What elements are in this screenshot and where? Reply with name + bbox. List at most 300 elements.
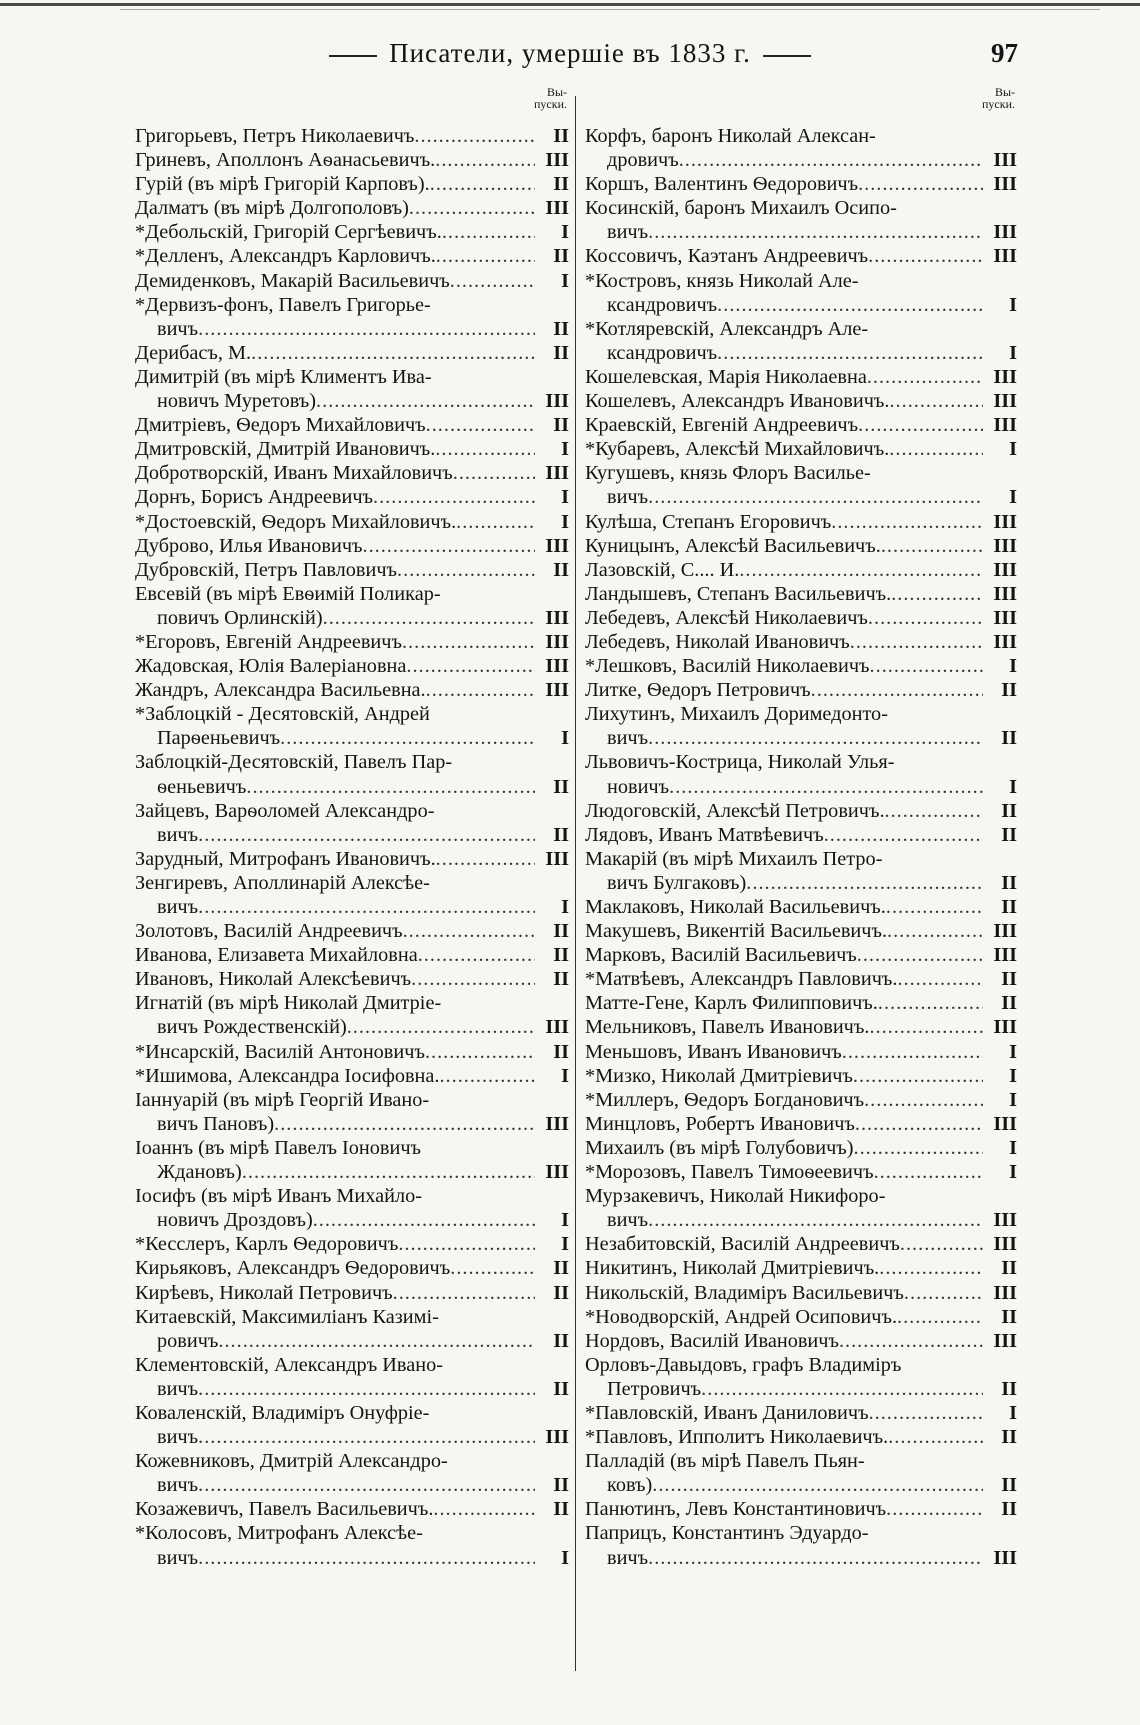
index-entry (585, 172, 1017, 196)
entry-text: Косинскій, баронъ Михаилъ Осипо- (585, 197, 897, 220)
index-entry (135, 365, 569, 413)
index-entry (135, 702, 569, 750)
running-title-text: Писатели, умершіе въ 1833 г. (389, 38, 751, 68)
index-entry (585, 389, 1017, 413)
index-entry (135, 269, 569, 293)
issue-number: I (1009, 1040, 1017, 1063)
issue-number: I (561, 1209, 569, 1232)
issue-number: II (553, 558, 569, 581)
index-entry (135, 148, 569, 172)
issue-number: II (1001, 992, 1017, 1015)
entry-text: *Дебольскій, Григорій Сергѣевичъ. (135, 221, 442, 244)
issue-number: II (553, 968, 569, 991)
entry-text: вичъ (157, 1426, 199, 1449)
dot-leader (886, 1497, 983, 1521)
index-entry (585, 1521, 1017, 1569)
issue-number: III (993, 558, 1017, 581)
entry-line (585, 461, 1017, 485)
entry-text: Орловъ-Давыдовъ, графъ Владиміръ (585, 1353, 902, 1376)
entry-text: *Павловъ, Ипполитъ Николаевичъ. (585, 1426, 889, 1449)
entry-text: вичъ (157, 1546, 199, 1569)
dot-leader (246, 775, 535, 799)
issue-number: III (993, 582, 1017, 605)
entry-text: вичъ Рождественскій) (157, 1016, 347, 1039)
index-entry (585, 1401, 1017, 1425)
index-entry (585, 606, 1017, 630)
index-entry (135, 220, 569, 244)
entry-text: *Заблоцкій - Десятовскій, Андрей (135, 703, 430, 726)
entry-text: Заблоцкій-Десятовскій, Павелъ Пар- (135, 751, 453, 774)
dot-leader (648, 1208, 983, 1232)
index-entry (585, 991, 1017, 1015)
entry-text: Кожевниковъ, Дмитрій Александро- (135, 1450, 448, 1473)
index-entry (135, 1136, 569, 1184)
issue-number: I (561, 510, 569, 533)
index-entry (135, 630, 569, 654)
entry-text: Лебедевъ, Алексѣй Николаевичъ (585, 606, 868, 629)
entry-text: *Егоровъ, Евгеній Андреевичъ (135, 630, 402, 653)
entry-line (135, 630, 569, 654)
entry-text: ѳеньевичъ (157, 775, 247, 798)
entry-line (585, 1449, 1017, 1473)
issue-number: III (545, 1016, 569, 1039)
index-entry (135, 750, 569, 798)
index-entry (135, 461, 569, 485)
index-entry (135, 244, 569, 268)
entry-line (135, 1112, 569, 1136)
index-entry (135, 485, 569, 509)
entry-text: вичъ (157, 823, 199, 846)
index-entry (135, 124, 569, 148)
entry-line (585, 943, 1017, 967)
index-entry (585, 413, 1017, 437)
entry-text: Дуброво, Илья Ивановичъ (135, 534, 363, 557)
entry-line (585, 124, 1017, 148)
issue-number: I (1009, 438, 1017, 461)
dot-leader (426, 678, 535, 702)
entry-line (135, 726, 569, 750)
entry-text: Никитинъ, Николай Дмитріевичъ. (585, 1257, 880, 1280)
entry-text: Нордовъ, Василій Ивановичъ (585, 1329, 839, 1352)
column-header-line: Вы- (994, 85, 1015, 99)
entry-text: *Ишимова, Александра Іосифовна. (135, 1064, 440, 1087)
issue-number: II (553, 125, 569, 147)
dot-leader (897, 1305, 983, 1329)
entry-line (135, 124, 569, 148)
entry-text: *Мизко, Николай Дмитріевичъ (585, 1064, 853, 1087)
issue-number: II (553, 414, 569, 437)
entry-line (585, 726, 1017, 750)
entry-text: Никольскій, Владиміръ Васильевичъ (585, 1281, 904, 1304)
entry-line (585, 1040, 1017, 1064)
issue-number: II (553, 944, 569, 967)
index-entry (585, 967, 1017, 991)
entry-line (585, 1425, 1017, 1449)
issue-number: II (553, 775, 569, 798)
entry-line (585, 1064, 1017, 1088)
entry-text: Дубровскій, Петръ Павловичъ (135, 558, 398, 581)
issue-number: I (1009, 1401, 1017, 1424)
entry-text: Корфъ, баронъ Николай Алексан- (585, 125, 876, 147)
entry-line (135, 1401, 569, 1425)
dot-leader (648, 1546, 983, 1570)
entry-line (585, 1184, 1017, 1208)
dot-leader (869, 1015, 983, 1039)
column-header-left (135, 86, 569, 124)
entry-text: Паприцъ, Константинъ Эдуардо- (585, 1522, 869, 1545)
dot-leader (887, 919, 983, 943)
index-entry (585, 1160, 1017, 1184)
issue-number: III (993, 390, 1017, 413)
entry-line (135, 148, 569, 172)
entry-line (585, 799, 1017, 823)
entry-line (585, 510, 1017, 534)
dot-leader (439, 1064, 535, 1088)
entry-line (135, 654, 569, 678)
entry-line (585, 1208, 1017, 1232)
entry-line (135, 341, 569, 365)
entry-text: Китаевскій, Максимиліанъ Казимі- (135, 1305, 439, 1328)
index-entry (585, 582, 1017, 606)
entry-line (585, 1353, 1017, 1377)
issue-number: III (993, 1016, 1017, 1039)
entry-line (585, 1497, 1017, 1521)
entry-text: Краевскій, Евгеній Андреевичъ (585, 414, 859, 437)
dot-leader (198, 823, 535, 847)
issue-number: III (993, 606, 1017, 629)
index-entry (135, 1088, 569, 1136)
entry-line (585, 895, 1017, 919)
index-entry (585, 244, 1017, 268)
index-entry (585, 1425, 1017, 1449)
entry-line (585, 1281, 1017, 1305)
issue-number: II (553, 341, 569, 364)
dot-leader (746, 871, 983, 895)
entry-line (135, 1136, 569, 1160)
entry-line (585, 1305, 1017, 1329)
entry-line (585, 823, 1017, 847)
entry-text: Макарій (въ мірѣ Михаилъ Петро- (585, 847, 883, 870)
entry-text: Далматъ (въ мірѣ Долгополовъ) (135, 197, 409, 220)
dot-leader (864, 1088, 983, 1112)
dot-leader (886, 895, 983, 919)
issue-number: III (993, 221, 1017, 244)
index-entry (135, 871, 569, 919)
entry-text: Зайцевъ, Варѳоломей Александро- (135, 799, 435, 822)
entry-text: Козажевичъ, Павелъ Васильевичъ. (135, 1498, 434, 1521)
entry-text: *Лешковъ, Василій Николаевичъ (585, 655, 870, 678)
issue-number: II (1001, 679, 1017, 702)
issue-number: III (545, 390, 569, 413)
entry-line (585, 1377, 1017, 1401)
entry-line (135, 1497, 569, 1521)
dot-leader (436, 847, 535, 871)
entry-text: вичъ (157, 317, 199, 340)
issue-number: II (553, 1257, 569, 1280)
index-entry (585, 943, 1017, 967)
dot-leader (450, 1256, 535, 1280)
entry-text: Зенгиревъ, Аполлинарій Алексѣе- (135, 871, 430, 894)
index-entry (135, 799, 569, 847)
issue-number: I (561, 896, 569, 918)
index-entry (585, 630, 1017, 654)
index-entry (135, 196, 569, 220)
issue-number: I (561, 1546, 569, 1569)
issue-number: III (545, 149, 569, 172)
entry-text: вичъ (157, 1377, 199, 1400)
entry-line (135, 991, 569, 1015)
dot-leader (393, 1281, 535, 1305)
issue-number: I (1009, 293, 1017, 316)
index-entry (585, 1281, 1017, 1305)
index-entry (135, 1232, 569, 1256)
index-entry (585, 1015, 1017, 1039)
entry-line (135, 269, 569, 293)
entry-line (585, 750, 1017, 774)
dot-leader (316, 389, 535, 413)
dot-leader (858, 413, 983, 437)
dot-leader (858, 172, 983, 196)
index-entry (585, 1112, 1017, 1136)
dot-leader (857, 943, 983, 967)
entry-text: ровичъ (157, 1329, 219, 1352)
issue-number: II (1001, 1377, 1017, 1400)
issue-number: I (1009, 775, 1017, 798)
entry-line (135, 1208, 569, 1232)
dot-leader (347, 1015, 535, 1039)
entry-text: вичъ (607, 727, 649, 750)
index-entry (585, 1232, 1017, 1256)
entry-text: Зарудный, Митрофанъ Ивановичъ. (135, 847, 436, 870)
entry-line (135, 1064, 569, 1088)
entry-text: ковъ) (607, 1474, 653, 1497)
dot-leader (648, 220, 983, 244)
dot-leader (869, 1401, 983, 1425)
entry-line (135, 1353, 569, 1377)
entry-line (135, 172, 569, 196)
issue-number: III (993, 414, 1017, 437)
entry-line (585, 702, 1017, 726)
issue-number: III (993, 630, 1017, 653)
entry-line (135, 485, 569, 509)
entry-text: Коссовичъ, Каэтанъ Андреевичъ (585, 245, 869, 268)
issue-number: II (553, 920, 569, 943)
index-entry (585, 750, 1017, 798)
dot-leader (900, 1232, 983, 1256)
dot-leader (811, 678, 983, 702)
entry-text: ксандровичъ (607, 341, 718, 364)
index-entry (135, 1353, 569, 1401)
entry-text: Демиденковъ, Макарій Васильевичъ (135, 269, 450, 292)
dot-leader (313, 1208, 535, 1232)
dot-leader (426, 413, 535, 437)
index-entry (585, 365, 1017, 389)
issue-number: III (545, 1426, 569, 1449)
entry-line (585, 1401, 1017, 1425)
entry-text: вичъ (607, 1546, 649, 1569)
dot-leader (648, 485, 983, 509)
index-entry (135, 172, 569, 196)
index-entry (135, 293, 569, 341)
entry-text: Панютинъ, Левъ Константиновичъ (585, 1498, 887, 1521)
entry-text: *Колосовъ, Митрофанъ Алексѣе- (135, 1522, 423, 1545)
issue-number: II (553, 317, 569, 340)
entry-line (135, 1473, 569, 1497)
dot-leader (218, 1329, 535, 1353)
entry-line (135, 1521, 569, 1545)
entry-line (135, 1015, 569, 1039)
entry-line (135, 871, 569, 895)
issue-number: I (561, 438, 569, 461)
entry-line (135, 1425, 569, 1449)
running-title (290, 38, 850, 69)
dot-leader (435, 437, 535, 461)
page-number: 97 (991, 38, 1018, 68)
entry-text: новичъ Дроздовъ) (157, 1209, 313, 1232)
issue-number: II (553, 1281, 569, 1304)
entry-text: вичъ (157, 896, 199, 918)
entry-line (135, 558, 569, 582)
index-entry (585, 823, 1017, 847)
issue-number: I (561, 486, 569, 509)
entry-text: Іосифъ (въ мірѣ Иванъ Михайло- (135, 1185, 423, 1208)
dot-leader (850, 630, 983, 654)
entry-line (135, 317, 569, 341)
index-entry (585, 510, 1017, 534)
column-header-line: пуски. (982, 97, 1015, 111)
entry-text: Дерибасъ, М. (135, 341, 252, 364)
index-entry (135, 1281, 569, 1305)
entry-text: Дмитріевъ, Ѳедоръ Михайловичъ (135, 414, 426, 437)
index-entry (585, 196, 1017, 244)
entry-line (135, 1184, 569, 1208)
issue-number: III (993, 173, 1017, 196)
dot-leader (904, 1281, 983, 1305)
issue-number: I (561, 727, 569, 750)
entry-line (585, 341, 1017, 365)
dot-leader (373, 485, 535, 509)
entry-text: Дмитровскій, Дмитрій Ивановичъ. (135, 438, 436, 461)
issue-number: III (993, 365, 1017, 388)
dot-leader (853, 1064, 983, 1088)
entry-line (585, 582, 1017, 606)
index-entry (135, 967, 569, 991)
index-entry (585, 654, 1017, 678)
index-entry (135, 1401, 569, 1449)
issue-number: I (1009, 655, 1017, 678)
entry-text: Литке, Ѳедоръ Петровичъ (585, 679, 811, 702)
index-entry (585, 1449, 1017, 1497)
dot-leader (669, 775, 983, 799)
entry-line (585, 1112, 1017, 1136)
entry-text: Іаннуарій (въ мірѣ Георгій Ивано- (135, 1088, 430, 1111)
entry-text: дровичъ (607, 149, 679, 172)
entry-line (135, 293, 569, 317)
entry-text: Ландышевъ, Степанъ Васильевичъ. (585, 582, 892, 605)
right-column (585, 86, 1017, 1570)
index-entry (135, 558, 569, 582)
entry-text: Лазовскій, С.... И. (585, 558, 740, 581)
entry-line (585, 485, 1017, 509)
entry-text: вичъ (157, 1474, 199, 1497)
column-header-right (585, 86, 1017, 124)
top-border-rule (0, 3, 1140, 6)
top-border-rule-thin (120, 9, 1100, 10)
entry-text: Марковъ, Василій Васильевичъ (585, 944, 857, 967)
column-divider (575, 96, 576, 1671)
entry-text: новичъ (607, 775, 670, 798)
dot-leader (879, 1256, 983, 1280)
dot-leader (406, 654, 535, 678)
dot-leader (425, 1040, 535, 1064)
issue-number: II (553, 1329, 569, 1352)
entry-line (135, 1040, 569, 1064)
issue-number: III (545, 679, 569, 702)
dot-leader (430, 172, 535, 196)
dot-leader (717, 341, 983, 365)
entry-line (585, 1088, 1017, 1112)
dot-leader (878, 991, 983, 1015)
dot-leader (363, 534, 535, 558)
entry-line (135, 1088, 569, 1112)
index-entry (585, 702, 1017, 750)
entry-text: *Дервизъ-фонъ, Павелъ Григорье- (135, 293, 431, 316)
issue-number: III (545, 630, 569, 653)
entry-text: Гурій (въ мірѣ Григорій Карповъ). (135, 173, 430, 196)
entry-text: Петровичъ (607, 1377, 702, 1400)
entry-line (135, 244, 569, 268)
index-entry (135, 943, 569, 967)
entry-text: Жадовская, Юлія Валеріановна (135, 655, 407, 678)
dot-leader (831, 510, 983, 534)
entry-line (585, 1329, 1017, 1353)
entry-line (585, 1256, 1017, 1280)
entry-line (585, 847, 1017, 871)
entry-text: Куницынъ, Алексѣй Васильевичъ. (585, 534, 881, 557)
issue-number: III (993, 149, 1017, 172)
entry-text: Дорнъ, Борисъ Андреевичъ (135, 486, 374, 509)
index-entry (135, 919, 569, 943)
entry-line (585, 1473, 1017, 1497)
entry-text: Григорьевъ, Петръ Николаевичъ (135, 125, 415, 147)
index-entry (585, 1136, 1017, 1160)
index-entry (135, 1184, 569, 1232)
issue-number: II (1001, 799, 1017, 822)
dot-leader (456, 510, 535, 534)
entry-text: *Инсарскій, Василій Антоновичъ (135, 1040, 425, 1063)
index-entry (135, 1040, 569, 1064)
dot-leader (397, 558, 535, 582)
entry-line (135, 413, 569, 437)
index-entry (135, 1449, 569, 1497)
index-entry (585, 1088, 1017, 1112)
entry-text: Лихутинъ, Михаилъ Доримедонто- (585, 703, 888, 726)
issue-number: III (993, 1329, 1017, 1352)
issue-number: I (1009, 1064, 1017, 1087)
dot-leader (874, 1160, 983, 1184)
issue-number: II (553, 823, 569, 846)
entry-line (585, 196, 1017, 220)
dot-leader (274, 1112, 535, 1136)
dot-leader (403, 919, 535, 943)
entry-line (585, 558, 1017, 582)
entry-line (135, 220, 569, 244)
dot-leader (891, 582, 983, 606)
entry-line (585, 630, 1017, 654)
entry-text: Ивановъ, Николай Алексѣевичъ (135, 968, 412, 991)
dot-leader (648, 726, 983, 750)
issue-number: II (1001, 727, 1017, 750)
